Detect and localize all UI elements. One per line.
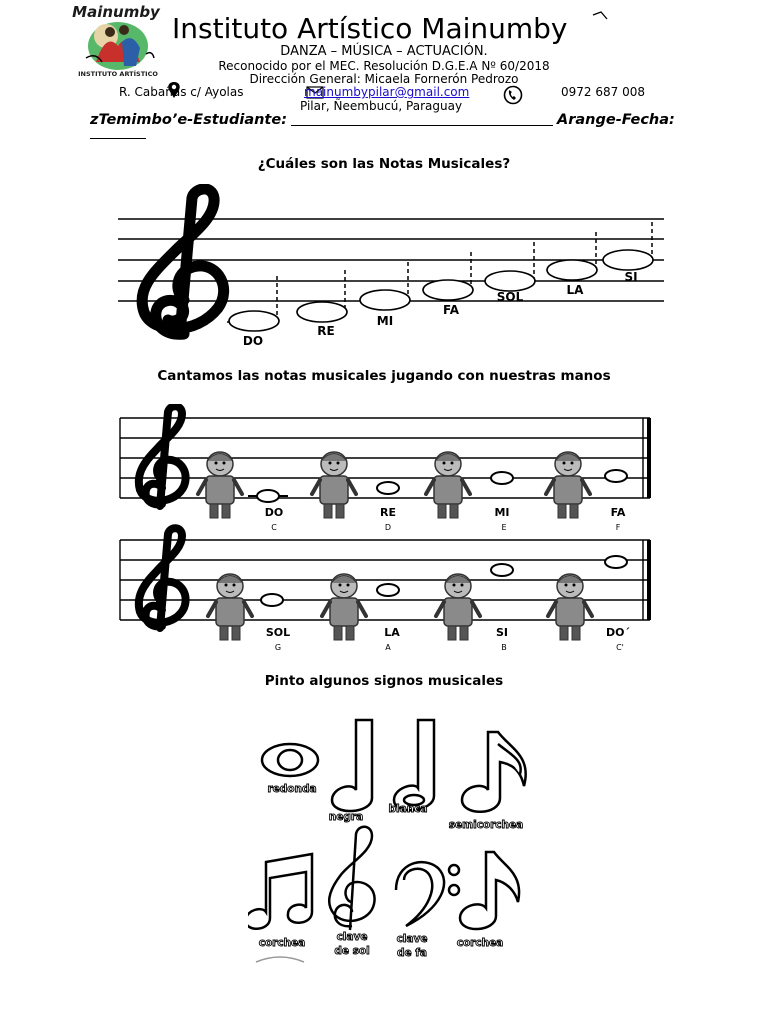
note-label-re: RE [317, 324, 335, 338]
hand-letter-a: A [385, 643, 391, 652]
treble-clef-outline-icon [329, 827, 374, 930]
email-link[interactable]: mainumbypilar@gmail.com [304, 85, 470, 99]
beamed-eighth-notes-icon [248, 854, 312, 929]
address-text: R. Cabañas c/ Ayolas [119, 85, 244, 99]
sign-label-clave-fa-1: clave [396, 933, 428, 945]
hand-letter-e: E [501, 523, 507, 532]
student-name-field[interactable] [291, 125, 553, 126]
hand-note-do-high: DO´ [606, 626, 630, 639]
hand-note-do: DO [264, 506, 284, 519]
phone-text: 0972 687 008 [561, 85, 645, 99]
pen-icon [592, 8, 608, 27]
hand-note-sol: SOL [265, 626, 291, 639]
sixteenth-note-icon [462, 732, 526, 812]
section-heading-signs: Pinto algunos signos musicales [264, 673, 504, 689]
note-label-la: LA [566, 283, 584, 297]
eighth-note-icon [460, 852, 519, 929]
student-label: zTemimbo’e-Estudiante: [90, 112, 287, 128]
hand-note-mi: MI [494, 506, 510, 519]
treble-clef-icon [142, 189, 224, 334]
hand-letter-c-high: C' [616, 643, 624, 652]
hand-letter-c: C [271, 523, 277, 532]
sign-label-semicorchea: semicorchea [448, 819, 524, 831]
header-disciplines: DANZA – MÚSICA – ACTUACIÓN. [280, 44, 488, 59]
music-signs-coloring [248, 712, 538, 972]
sign-label-clave-fa-2: de fa [397, 947, 427, 959]
sign-label-clave-sol-2: de sol [334, 945, 370, 957]
header-director: Dirección General: Micaela Fornerón Pedrozo [249, 72, 519, 86]
hand-note-la: LA [384, 626, 400, 639]
sign-label-blanca: blanca [388, 803, 428, 815]
phone-icon [503, 85, 523, 109]
hand-letter-g: G [274, 643, 282, 652]
section-heading-notes: ¿Cuáles son las Notas Musicales? [257, 156, 511, 172]
hand-letter-f: F [615, 523, 621, 532]
city-text: Pilar, Ñeembucú, Paraguay [300, 99, 463, 113]
logo-text-bottom: INSTITUTO ARTÍSTICO [78, 70, 158, 78]
note-label-si: SI [624, 270, 638, 284]
header-recognition: Reconocido por el MEC. Resolución D.G.E.A Nº 60/2018 [218, 59, 550, 73]
sign-label-clave-sol-1: clave [336, 931, 368, 943]
note-label-mi: MI [376, 314, 394, 328]
hand-note-si: SI [495, 626, 509, 639]
section-heading-hands: Cantamos las notas musicales jugando con nuestras manos [157, 368, 611, 384]
note-label-do: DO [242, 334, 264, 348]
hand-signs-illustration [118, 404, 658, 662]
hand-letter-d: D [384, 523, 392, 532]
date-field[interactable] [90, 138, 146, 139]
quarter-note-icon [332, 720, 372, 811]
page-title: Instituto Artístico Mainumby [172, 12, 568, 45]
note-staff-diagram [114, 184, 666, 354]
note-label-sol: SOL [496, 290, 524, 304]
logo-text-top: Mainumby [72, 3, 160, 21]
hand-note-fa: FA [610, 506, 626, 519]
hand-letter-b: B [501, 643, 507, 652]
sign-label-negra: negra [328, 811, 364, 823]
note-label-fa: FA [442, 303, 460, 317]
date-label: Arange-Fecha: [557, 112, 675, 128]
sign-label-redonda: redonda [267, 783, 317, 795]
student-line [90, 112, 675, 128]
hand-note-re: RE [380, 506, 396, 519]
sign-label-corchea: corchea [456, 937, 504, 949]
sign-label-corchea-beamed: corchea [258, 937, 306, 949]
bass-clef-outline-icon [396, 862, 444, 926]
